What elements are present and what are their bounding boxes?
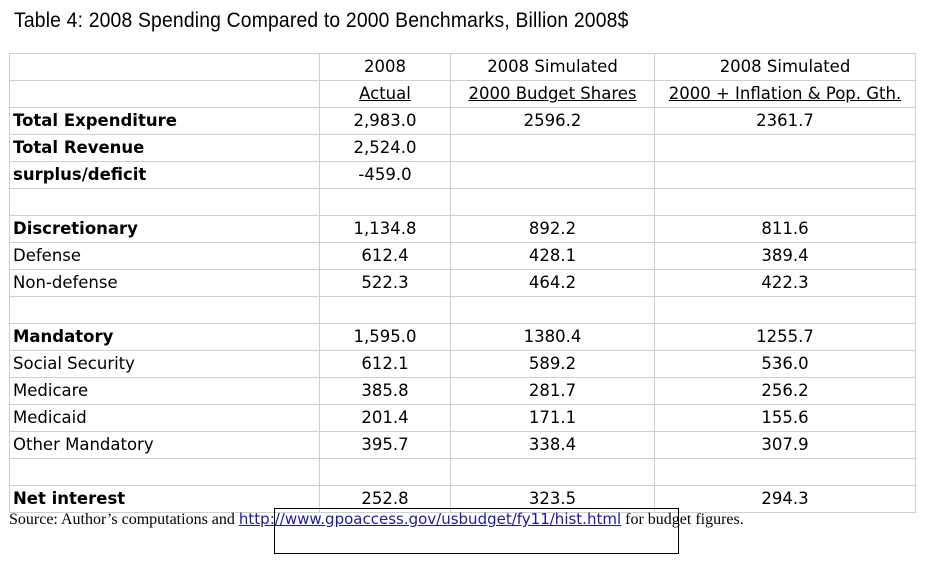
table-title: Table 4: 2008 Spending Compared to 2000 Benchmarks, Billion 2008$ xyxy=(14,9,629,32)
row-label: Social Security xyxy=(10,351,320,378)
row-label: Other Mandatory xyxy=(10,432,320,459)
header-cell xyxy=(10,81,320,108)
header-cell: Actual xyxy=(359,84,411,103)
source-suffix: for budget figures. xyxy=(621,511,744,528)
row-label: Mandatory xyxy=(10,324,320,351)
row-label: Defense xyxy=(10,243,320,270)
table-row xyxy=(10,324,916,351)
header-cell: 2008 xyxy=(320,54,451,81)
value-cell xyxy=(655,135,916,162)
table-row xyxy=(10,270,916,297)
value-cell xyxy=(320,459,451,486)
row-label: Total Expenditure xyxy=(10,108,320,135)
row-label: surplus/deficit xyxy=(10,162,320,189)
table-row xyxy=(10,486,916,513)
value-cell: 385.8 xyxy=(320,378,451,405)
header-cell xyxy=(10,54,320,81)
value-cell: 201.4 xyxy=(320,405,451,432)
value-cell: 2361.7 xyxy=(655,108,916,135)
value-cell: 589.2 xyxy=(451,351,655,378)
row-label xyxy=(10,297,320,324)
value-cell xyxy=(655,459,916,486)
value-cell: 323.5 xyxy=(451,486,655,513)
row-label: Discretionary xyxy=(10,216,320,243)
value-cell: 892.2 xyxy=(451,216,655,243)
value-cell: 1255.7 xyxy=(655,324,916,351)
header-cell: 2008 Simulated xyxy=(451,54,655,81)
table-row xyxy=(10,459,916,486)
value-cell: 522.3 xyxy=(320,270,451,297)
value-cell: 171.1 xyxy=(451,405,655,432)
value-cell: 155.6 xyxy=(655,405,916,432)
value-cell xyxy=(655,162,916,189)
source-link[interactable]: http://www.gpoaccess.gov/usbudget/fy11/hist.html xyxy=(238,510,622,528)
value-cell xyxy=(320,189,451,216)
row-label: Non-defense xyxy=(10,270,320,297)
table-row xyxy=(10,351,916,378)
value-cell: 428.1 xyxy=(451,243,655,270)
value-cell: -459.0 xyxy=(320,162,451,189)
value-cell xyxy=(451,189,655,216)
value-cell: 338.4 xyxy=(451,432,655,459)
row-label: Medicare xyxy=(10,378,320,405)
value-cell xyxy=(451,297,655,324)
value-cell: 294.3 xyxy=(655,486,916,513)
value-cell: 536.0 xyxy=(655,351,916,378)
row-label xyxy=(10,189,320,216)
table-row xyxy=(10,216,916,243)
header-row-1 xyxy=(10,54,916,81)
value-cell: 1380.4 xyxy=(451,324,655,351)
spending-table xyxy=(9,53,916,513)
header-row-2 xyxy=(10,81,916,108)
value-cell: 2,524.0 xyxy=(320,135,451,162)
value-cell: 612.1 xyxy=(320,351,451,378)
value-cell: 2596.2 xyxy=(451,108,655,135)
value-cell: 422.3 xyxy=(655,270,916,297)
value-cell: 395.7 xyxy=(320,432,451,459)
header-cell: 2008 Simulated xyxy=(655,54,916,81)
table-row xyxy=(10,297,916,324)
value-cell xyxy=(655,189,916,216)
value-cell: 2,983.0 xyxy=(320,108,451,135)
table-row xyxy=(10,135,916,162)
header-cell: 2000 Budget Shares xyxy=(468,84,637,103)
table-row xyxy=(10,243,916,270)
value-cell: 256.2 xyxy=(655,378,916,405)
value-cell: 811.6 xyxy=(655,216,916,243)
header-cell: 2000 + Inflation & Pop. Gth. xyxy=(668,84,902,103)
row-label: Medicaid xyxy=(10,405,320,432)
value-cell xyxy=(655,297,916,324)
source-prefix: Source: Author’s computations and xyxy=(9,511,239,528)
value-cell: 612.4 xyxy=(320,243,451,270)
value-cell: 464.2 xyxy=(451,270,655,297)
value-cell: 281.7 xyxy=(451,378,655,405)
table-row xyxy=(10,405,916,432)
value-cell xyxy=(320,297,451,324)
source-note xyxy=(9,510,744,529)
value-cell: 389.4 xyxy=(655,243,916,270)
row-label: Total Revenue xyxy=(10,135,320,162)
table-row xyxy=(10,162,916,189)
value-cell: 1,134.8 xyxy=(320,216,451,243)
table-row xyxy=(10,108,916,135)
value-cell: 252.8 xyxy=(320,486,451,513)
value-cell xyxy=(451,162,655,189)
row-label xyxy=(10,459,320,486)
value-cell: 307.9 xyxy=(655,432,916,459)
table-row xyxy=(10,378,916,405)
row-label: Net interest xyxy=(10,486,320,513)
value-cell: 1,595.0 xyxy=(320,324,451,351)
table-row xyxy=(10,189,916,216)
value-cell xyxy=(451,459,655,486)
value-cell xyxy=(451,135,655,162)
table-row xyxy=(10,432,916,459)
